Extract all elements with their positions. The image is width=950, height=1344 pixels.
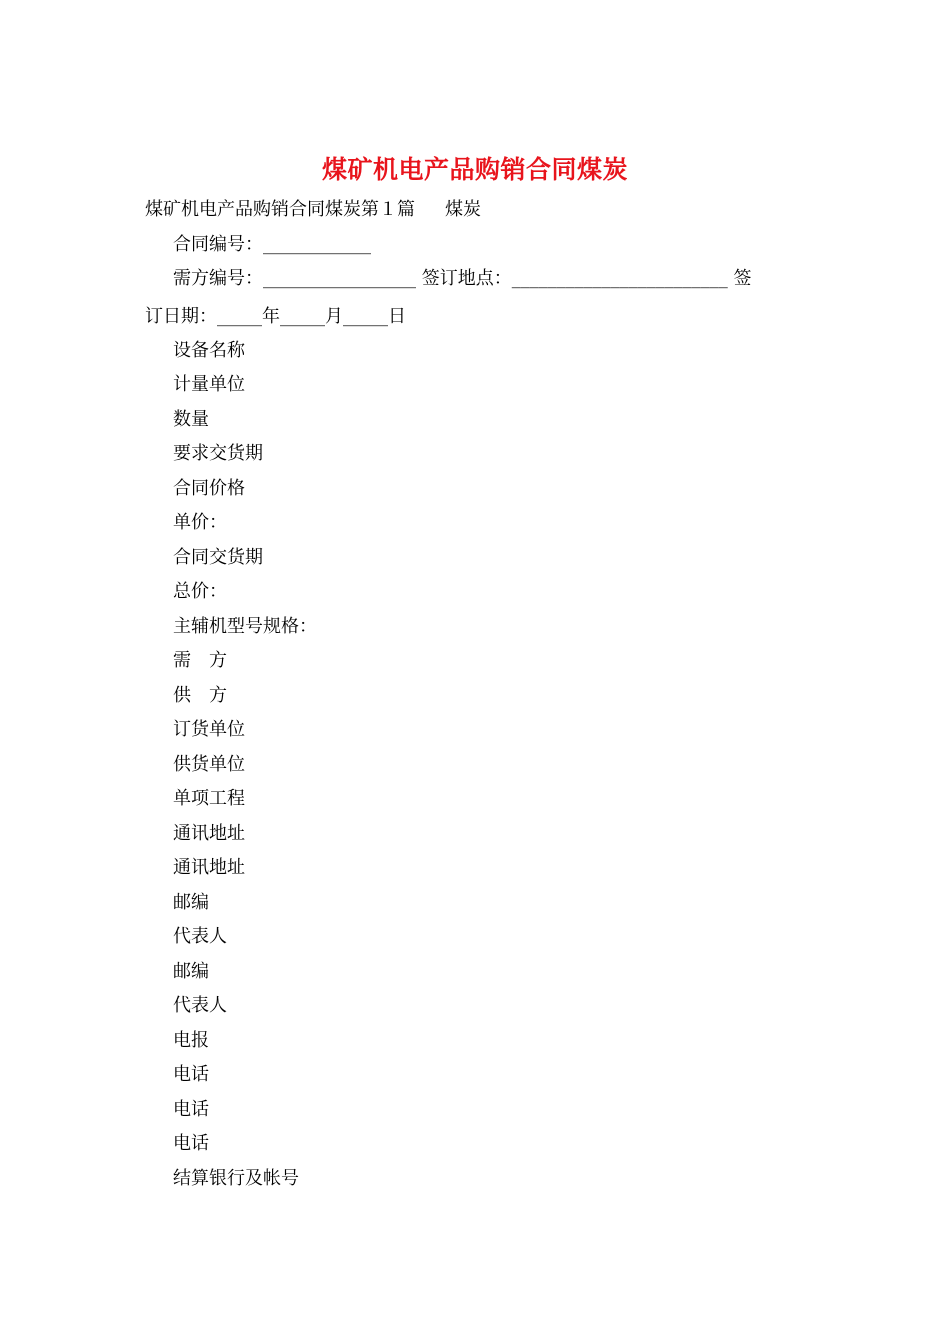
field-item: 代表人 [173, 995, 227, 1016]
field-item: 计量单位 [173, 374, 245, 395]
buyer-number-line: 需方编号：_________________ 签订地点：________________________ 签 [173, 268, 752, 289]
field-item: 通讯地址 [173, 823, 245, 844]
field-item: 设备名称 [173, 340, 245, 361]
field-item: 供货单位 [173, 754, 245, 775]
field-item: 数量 [173, 409, 209, 430]
subtitle-tag: 煤炭 [445, 199, 481, 220]
field-item: 电话 [173, 1099, 209, 1120]
field-item: 需 方 [173, 650, 227, 671]
field-item: 合同价格 [173, 478, 245, 499]
document-title: 煤矿机电产品购销合同煤炭 [321, 155, 628, 184]
field-item: 单项工程 [173, 788, 245, 809]
subtitle-main: 煤矿机电产品购销合同煤炭第１篇 [145, 199, 415, 220]
field-item: 电话 [173, 1133, 209, 1154]
field-item: 供 方 [173, 685, 227, 706]
subtitle-line [145, 199, 481, 221]
field-item: 要求交货期 [173, 443, 263, 464]
field-item: 邮编 [173, 892, 209, 913]
field-item: 电报 [173, 1030, 209, 1051]
field-item: 合同交货期 [173, 547, 263, 568]
field-item: 订货单位 [173, 719, 245, 740]
field-item: 结算银行及帐号 [173, 1168, 299, 1189]
field-item: 单价： [173, 512, 227, 533]
field-item: 通讯地址 [173, 857, 245, 878]
contract-number-line: 合同编号：____________ [173, 234, 371, 255]
field-item: 代表人 [173, 926, 227, 947]
field-item: 主辅机型号规格： [173, 616, 317, 637]
field-item: 电话 [173, 1064, 209, 1085]
signing-date-line: 订日期：_____年_____月_____日 [145, 306, 406, 327]
field-item: 邮编 [173, 961, 209, 982]
field-item: 总价： [173, 581, 227, 602]
